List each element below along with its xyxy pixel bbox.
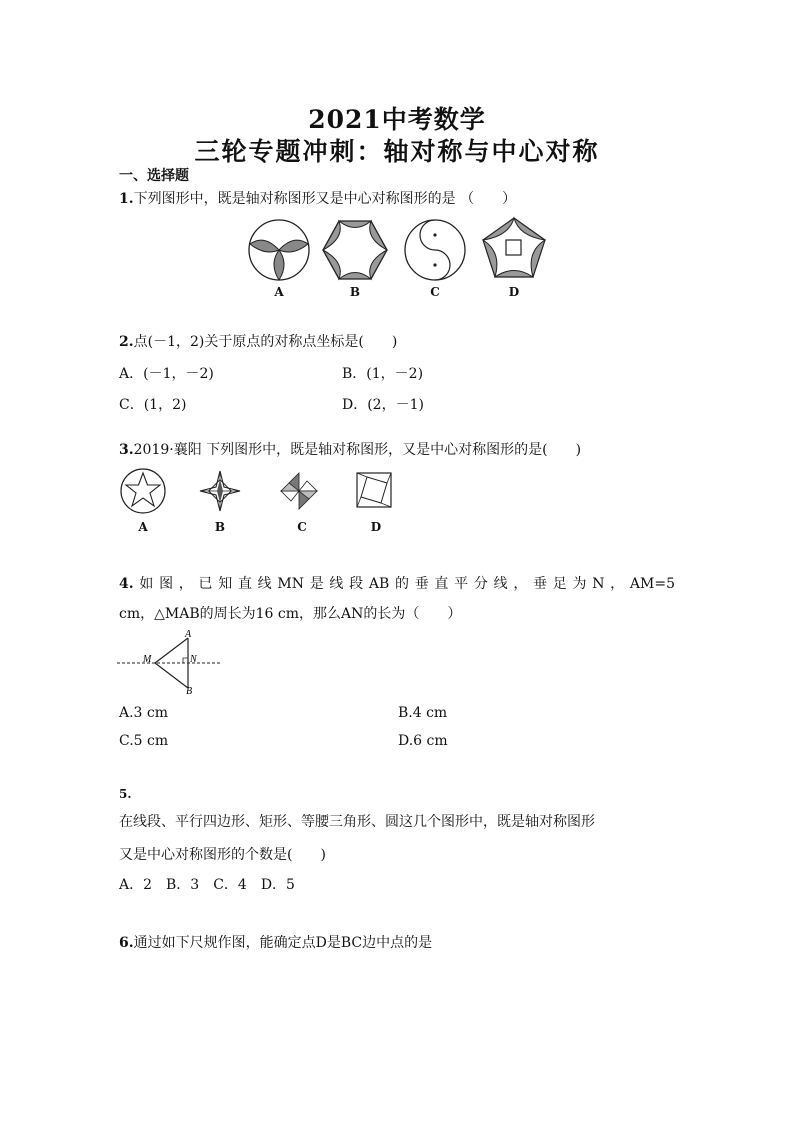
q1-label-d: D xyxy=(508,285,520,299)
q1-label-b: B xyxy=(349,285,361,299)
question-5-number: 5. xyxy=(119,787,132,801)
q5-options: A．2 B．3 C．4 D．5 xyxy=(119,877,295,893)
q3-figure-b xyxy=(198,469,242,513)
q3-label-d: D xyxy=(370,520,382,534)
question-3 xyxy=(119,439,581,459)
question-4-number: 4. xyxy=(119,576,134,592)
q4-label-a: A xyxy=(185,629,192,640)
question-1-number: 1. xyxy=(119,191,134,207)
question-5-text-1: 在线段、平行四边形、矩形、等腰三角形、圆这几个图形中，既是轴对称图形 xyxy=(119,814,595,830)
title-line-2: 三轮专题冲刺：轴对称与中心对称 xyxy=(194,137,600,166)
q4-label-b: B xyxy=(186,686,193,697)
q3-label-b: B xyxy=(214,520,226,534)
q2-option-d: D．(2，－1) xyxy=(342,397,424,413)
question-1 xyxy=(119,188,516,208)
q1-label-a: A xyxy=(274,285,284,299)
question-2 xyxy=(119,331,397,351)
section-heading: 一、选择题 xyxy=(119,168,189,184)
question-6-number: 6. xyxy=(119,935,134,951)
question-3-text: 2019·襄阳 下列图形中，既是轴对称图形，又是中心对称图形的是( ) xyxy=(133,442,582,458)
question-2-number: 2. xyxy=(119,334,134,350)
q3-label-c: C xyxy=(297,520,307,534)
question-4-line-1 xyxy=(119,573,675,593)
question-5-text-2: 又是中心对称图形的个数是( ) xyxy=(119,847,326,863)
q3-figure-d xyxy=(355,471,393,509)
q2-option-c: C．(1，2) xyxy=(119,397,187,413)
q1-figure-d xyxy=(481,216,547,280)
q2-option-a: A．(－1，－2) xyxy=(119,366,214,382)
q3-figure-c xyxy=(278,470,320,512)
question-3-number: 3. xyxy=(119,442,134,458)
q3-label-a: A xyxy=(138,520,148,534)
q4-option-b: B.4 cm xyxy=(398,705,448,721)
q3-figure-a xyxy=(120,468,166,514)
q4-label-m: M xyxy=(143,654,152,665)
q1-figure-a xyxy=(247,218,311,282)
question-6 xyxy=(119,932,432,952)
q4-figure xyxy=(117,628,227,698)
question-6-text: 通过如下尺规作图，能确定点D是BC边中点的是 xyxy=(133,935,433,951)
q2-option-b: B．(1，－2) xyxy=(342,366,424,382)
question-1-text: 下列图形中，既是轴对称图形又是中心对称图形的是 （ ） xyxy=(133,191,517,207)
question-4-text-2: cm，△MAB的周长为16 cm，那么AN的长为（ ） xyxy=(119,606,462,622)
q1-figure-c xyxy=(403,218,467,282)
q4-option-a: A.3 cm xyxy=(119,705,169,721)
q1-figure-b xyxy=(322,218,388,282)
question-2-text: 点(－1，2)关于原点的对称点坐标是( ) xyxy=(133,334,398,350)
q4-option-d: D.6 cm xyxy=(398,733,448,749)
q4-option-c: C.5 cm xyxy=(119,733,169,749)
title-line-1: 2021中考数学 xyxy=(308,105,486,134)
question-4-text-1: 如图，已知直线MN是线段AB的垂直平分线，垂足为N，AM=5 xyxy=(133,576,675,592)
q1-label-c: C xyxy=(430,285,440,299)
q4-label-n: N xyxy=(190,654,197,665)
